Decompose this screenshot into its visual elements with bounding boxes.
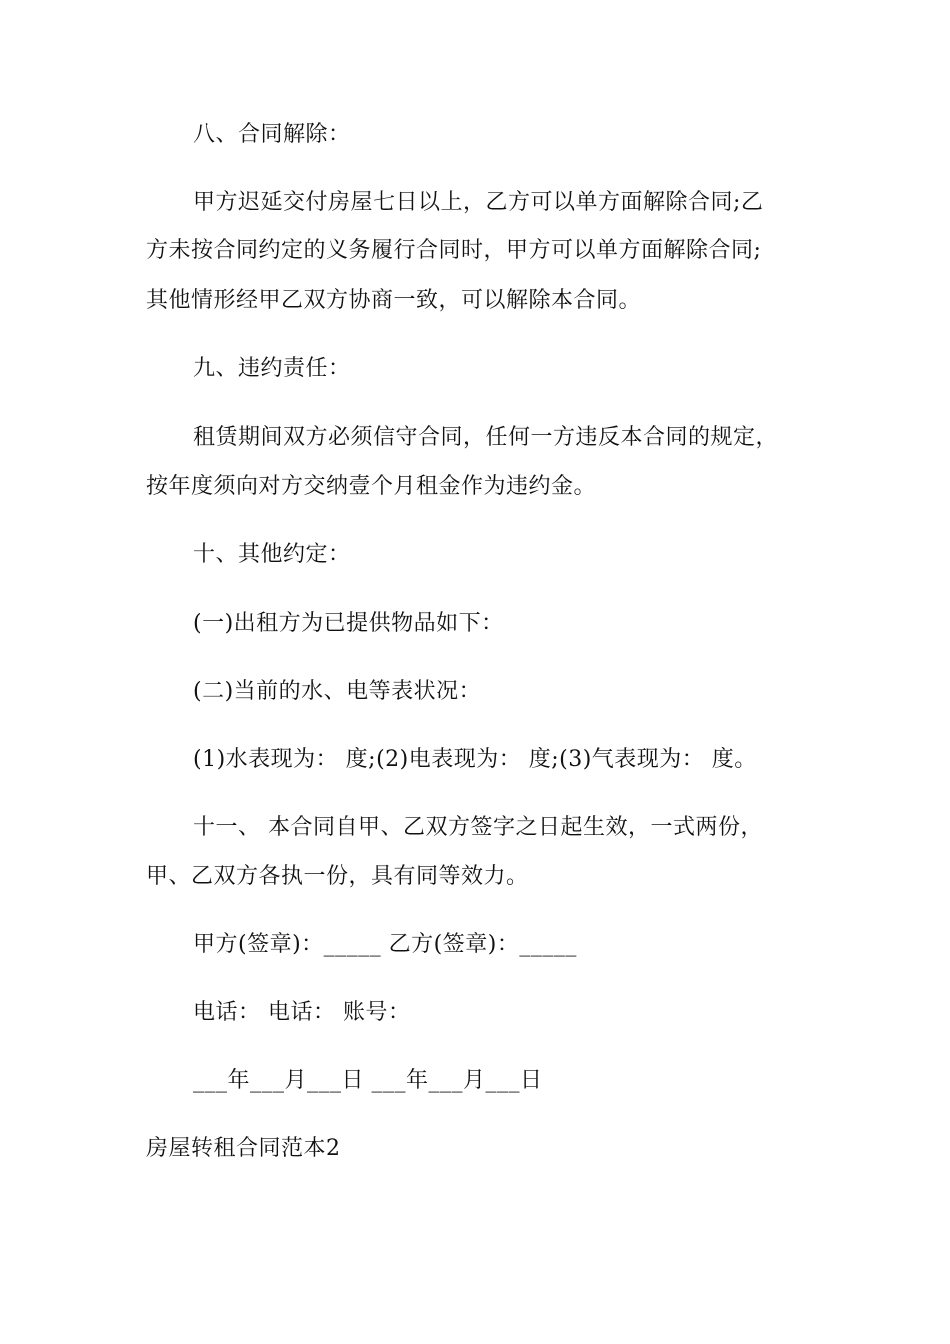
document-title-2: 房屋转租合同范本2 [146, 1136, 341, 1161]
date-line: ___年___月___日 ___年___月___日 [193, 1068, 543, 1093]
section-10-item-2: (二)当前的水、电等表状况： [193, 679, 482, 704]
section-8-text-line-1: 甲方迟延交付房屋七日以上，乙方可以单方面解除合同;乙 [193, 190, 764, 215]
contact-line: 电话： 电话： 账号： [193, 1000, 411, 1025]
section-10-heading: 十、其他约定： [193, 542, 351, 567]
section-8-heading: 八、合同解除： [193, 122, 351, 147]
section-8-text-line-3: 其他情形经甲乙双方协商一致，可以解除本合同。 [146, 288, 642, 313]
section-8-text-line-2: 方未按合同约定的义务履行合同时，甲方可以单方面解除合同; [146, 238, 762, 263]
section-9-text-line-2: 按年度须向对方交纳壹个月租金作为违约金。 [146, 474, 597, 499]
section-11-text-line-1: 十一、 本合同自甲、乙双方签字之日起生效，一式两份， [193, 815, 763, 840]
meter-readings: (1)水表现为： 度;(2)电表现为： 度;(3)气表现为： 度。 [193, 747, 757, 772]
section-9-heading: 九、违约责任： [193, 356, 351, 381]
section-10-item-1: (一)出租方为已提供物品如下： [193, 611, 504, 636]
signature-line: 甲方(签章)：_____ 乙方(签章)：_____ [193, 932, 577, 957]
section-9-text-line-1: 租赁期间双方必须信守合同，任何一方违反本合同的规定， [193, 425, 779, 450]
section-11-text-line-2: 甲、乙双方各执一份，具有同等效力。 [146, 864, 529, 889]
